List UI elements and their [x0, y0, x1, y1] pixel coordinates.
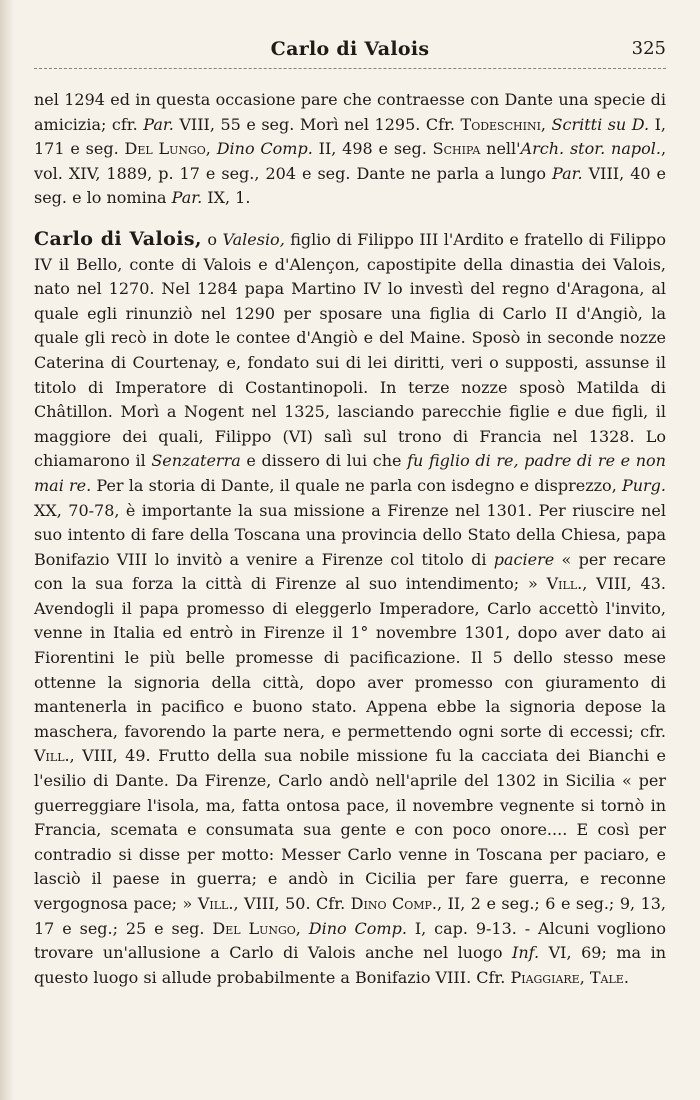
text-run: Per la storia di Dante, il quale ne parla con isdegno e disprezzo,	[91, 475, 622, 495]
quote-italic: fu figlio di re, padre di re e non mai re.	[34, 451, 666, 495]
citation-italic: Dino Comp.	[308, 918, 407, 938]
text-run: ,	[295, 918, 309, 938]
text-run: ,	[205, 139, 217, 159]
author-smallcaps: Dino Comp.	[350, 894, 437, 913]
paragraph-continuation	[34, 88, 666, 211]
page-number: 325	[631, 38, 666, 59]
page-edge-shadow	[0, 0, 14, 1100]
text-run: XX, 70-78, è importante la sua missione a Firenze nel 1301. Per riuscire nel suo intento di fare della Toscana una provincia dello Stato della Chiesa, papa Bonifazio VIII lo invitò a venire a Firenze col titolo di	[34, 500, 666, 569]
entry-carlo-di-valois	[34, 227, 666, 990]
citation-italic: Par.	[171, 188, 203, 208]
text-run: I, cap. 9-13. - Alcuni vogliono trovare un'allusione a Carlo di Valois anche nel luogo	[34, 918, 667, 963]
text-run: .	[623, 967, 629, 987]
alt-name-italic: Valesio,	[222, 229, 285, 249]
citation-italic: Scritti su D.	[551, 114, 650, 134]
text-run: VIII, 40 e seg. e lo nomina	[34, 163, 667, 208]
term-italic: paciere	[493, 549, 555, 569]
citation-italic: Dino Comp.	[216, 139, 313, 159]
citation-italic: Par.	[143, 114, 174, 134]
nickname-italic: Senzaterra	[151, 451, 241, 471]
author-smallcaps: Vill.	[197, 894, 234, 913]
cross-reference-smallcaps: Piaggiare	[510, 967, 580, 987]
author-smallcaps: Del Lungo	[212, 918, 296, 938]
text-run: VI, 69; ma in questo luogo si allude probabilmente a Bonifazio VIII. Cfr.	[34, 943, 666, 987]
text-run: figlio di Filippo III l'Ardito e fratello di Filippo IV il Bello, conte di Valois e d'Alençon, capostipite della dinastia dei Valois, nato nel 1270. Nel 1284 papa Martino IV lo investì del regno d'Aragona, al quale egli rinunziò nel 1290 per sposare una figlia di Carlo II d'Angiò, la quale gli recò in dote le contee d'Angiò e del Maine. Sposò in seconde nozze Caterina di Courtenay, e, fondato sui di lei diritti, veri o supposti, assunse il titolo di Imperatore di Costantinopoli. In terze nozze sposò Matilda di Châtillon. Morì a Nogent nel 1325, lasciando parecchie figlie e due figli, il maggiore dei quali, Filippo (VI) salì sul trono di Francia nel 1328. Lo chiamarono il	[34, 229, 667, 471]
citation-italic: Par.	[552, 163, 583, 183]
author-smallcaps: Todeschini	[460, 114, 541, 134]
text-run: I, 171 e seg.	[34, 114, 667, 159]
text-run: II, 498 e seg.	[312, 139, 433, 159]
text-run: IX, 1.	[202, 188, 251, 208]
text-run: « per recare con la sua forza la città di Firenze al suo intendimento; »	[34, 549, 667, 594]
running-head	[34, 36, 666, 66]
cross-reference-smallcaps: Tale	[589, 967, 624, 987]
citation-italic: Arch. stor. napol.	[520, 139, 661, 159]
text-run: , VIII, 49. Frutto della sua nobile missione fu la cacciata dei Bianchi e l'esilio di Dante. Da Firenze, Carlo andò nell'aprile del 1302 in Sicilia « per guerreggiare l'isola, ma, fatta ontosa pace, il novembre vegnente si tornò in Francia, scemata e consumata sua gente e con poco onore.... E così per contradio si disse per motto: Messer Carlo venne in Toscana per paciaro, e lasciò il paese in guerra; e andò in Cicilia per fare guerra, e reconne vergognosa pace; »	[34, 746, 666, 913]
running-title: Carlo di Valois	[270, 38, 430, 60]
author-smallcaps: Del Lungo	[124, 139, 206, 159]
text-run: VIII, 55 e seg. Morì nel 1295. Cfr.	[173, 114, 461, 134]
text-run: , vol. XIV, 1889, p. 17 e seg., 204 e seg. Dante ne parla a lungo	[34, 139, 667, 183]
text-run: e dissero di lui che	[240, 451, 408, 471]
text-body	[34, 88, 666, 990]
header-rule	[34, 68, 666, 69]
text-run: , VIII, 43. Avendogli il papa promesso di eleggerlo Imperadore, Carlo accettò l'invito, venne in Italia ed entrò in Firenze il 1° novembre 1301, dopo aver dato ai Fiorentini le più belle promesse di pacificazione. Il 5 dello stesso mese ottenne la signoria della città, dopo aver promesso con giuramento di mantenerla in pacifico e buono stato. Appena ebbe la signoria depose la maschera, favorendo la parte nera, e permettendo ogni sorte di eccessi; cfr.	[34, 574, 666, 741]
author-smallcaps: Schipa	[432, 139, 481, 159]
text-run: nell'	[480, 139, 521, 159]
author-smallcaps: Vill.	[34, 746, 70, 766]
text-run: o	[201, 229, 223, 249]
text-run: , VIII, 50. Cfr.	[233, 894, 351, 913]
citation-italic: Inf.	[512, 943, 540, 963]
text-run: ,	[579, 967, 590, 987]
text-run: ,	[540, 114, 552, 134]
entry-headword: Carlo di Valois,	[34, 227, 202, 250]
author-smallcaps: Vill.	[546, 574, 583, 594]
text-run: nel 1294 ed in questa occasione pare che contraesse con Dante una specie di amicizia; cfr.	[34, 90, 666, 134]
text-run: , II, 2 e seg.; 6 e seg.; 9, 13, 17 e seg.; 25 e seg.	[34, 894, 667, 938]
citation-italic: Purg.	[621, 475, 666, 495]
